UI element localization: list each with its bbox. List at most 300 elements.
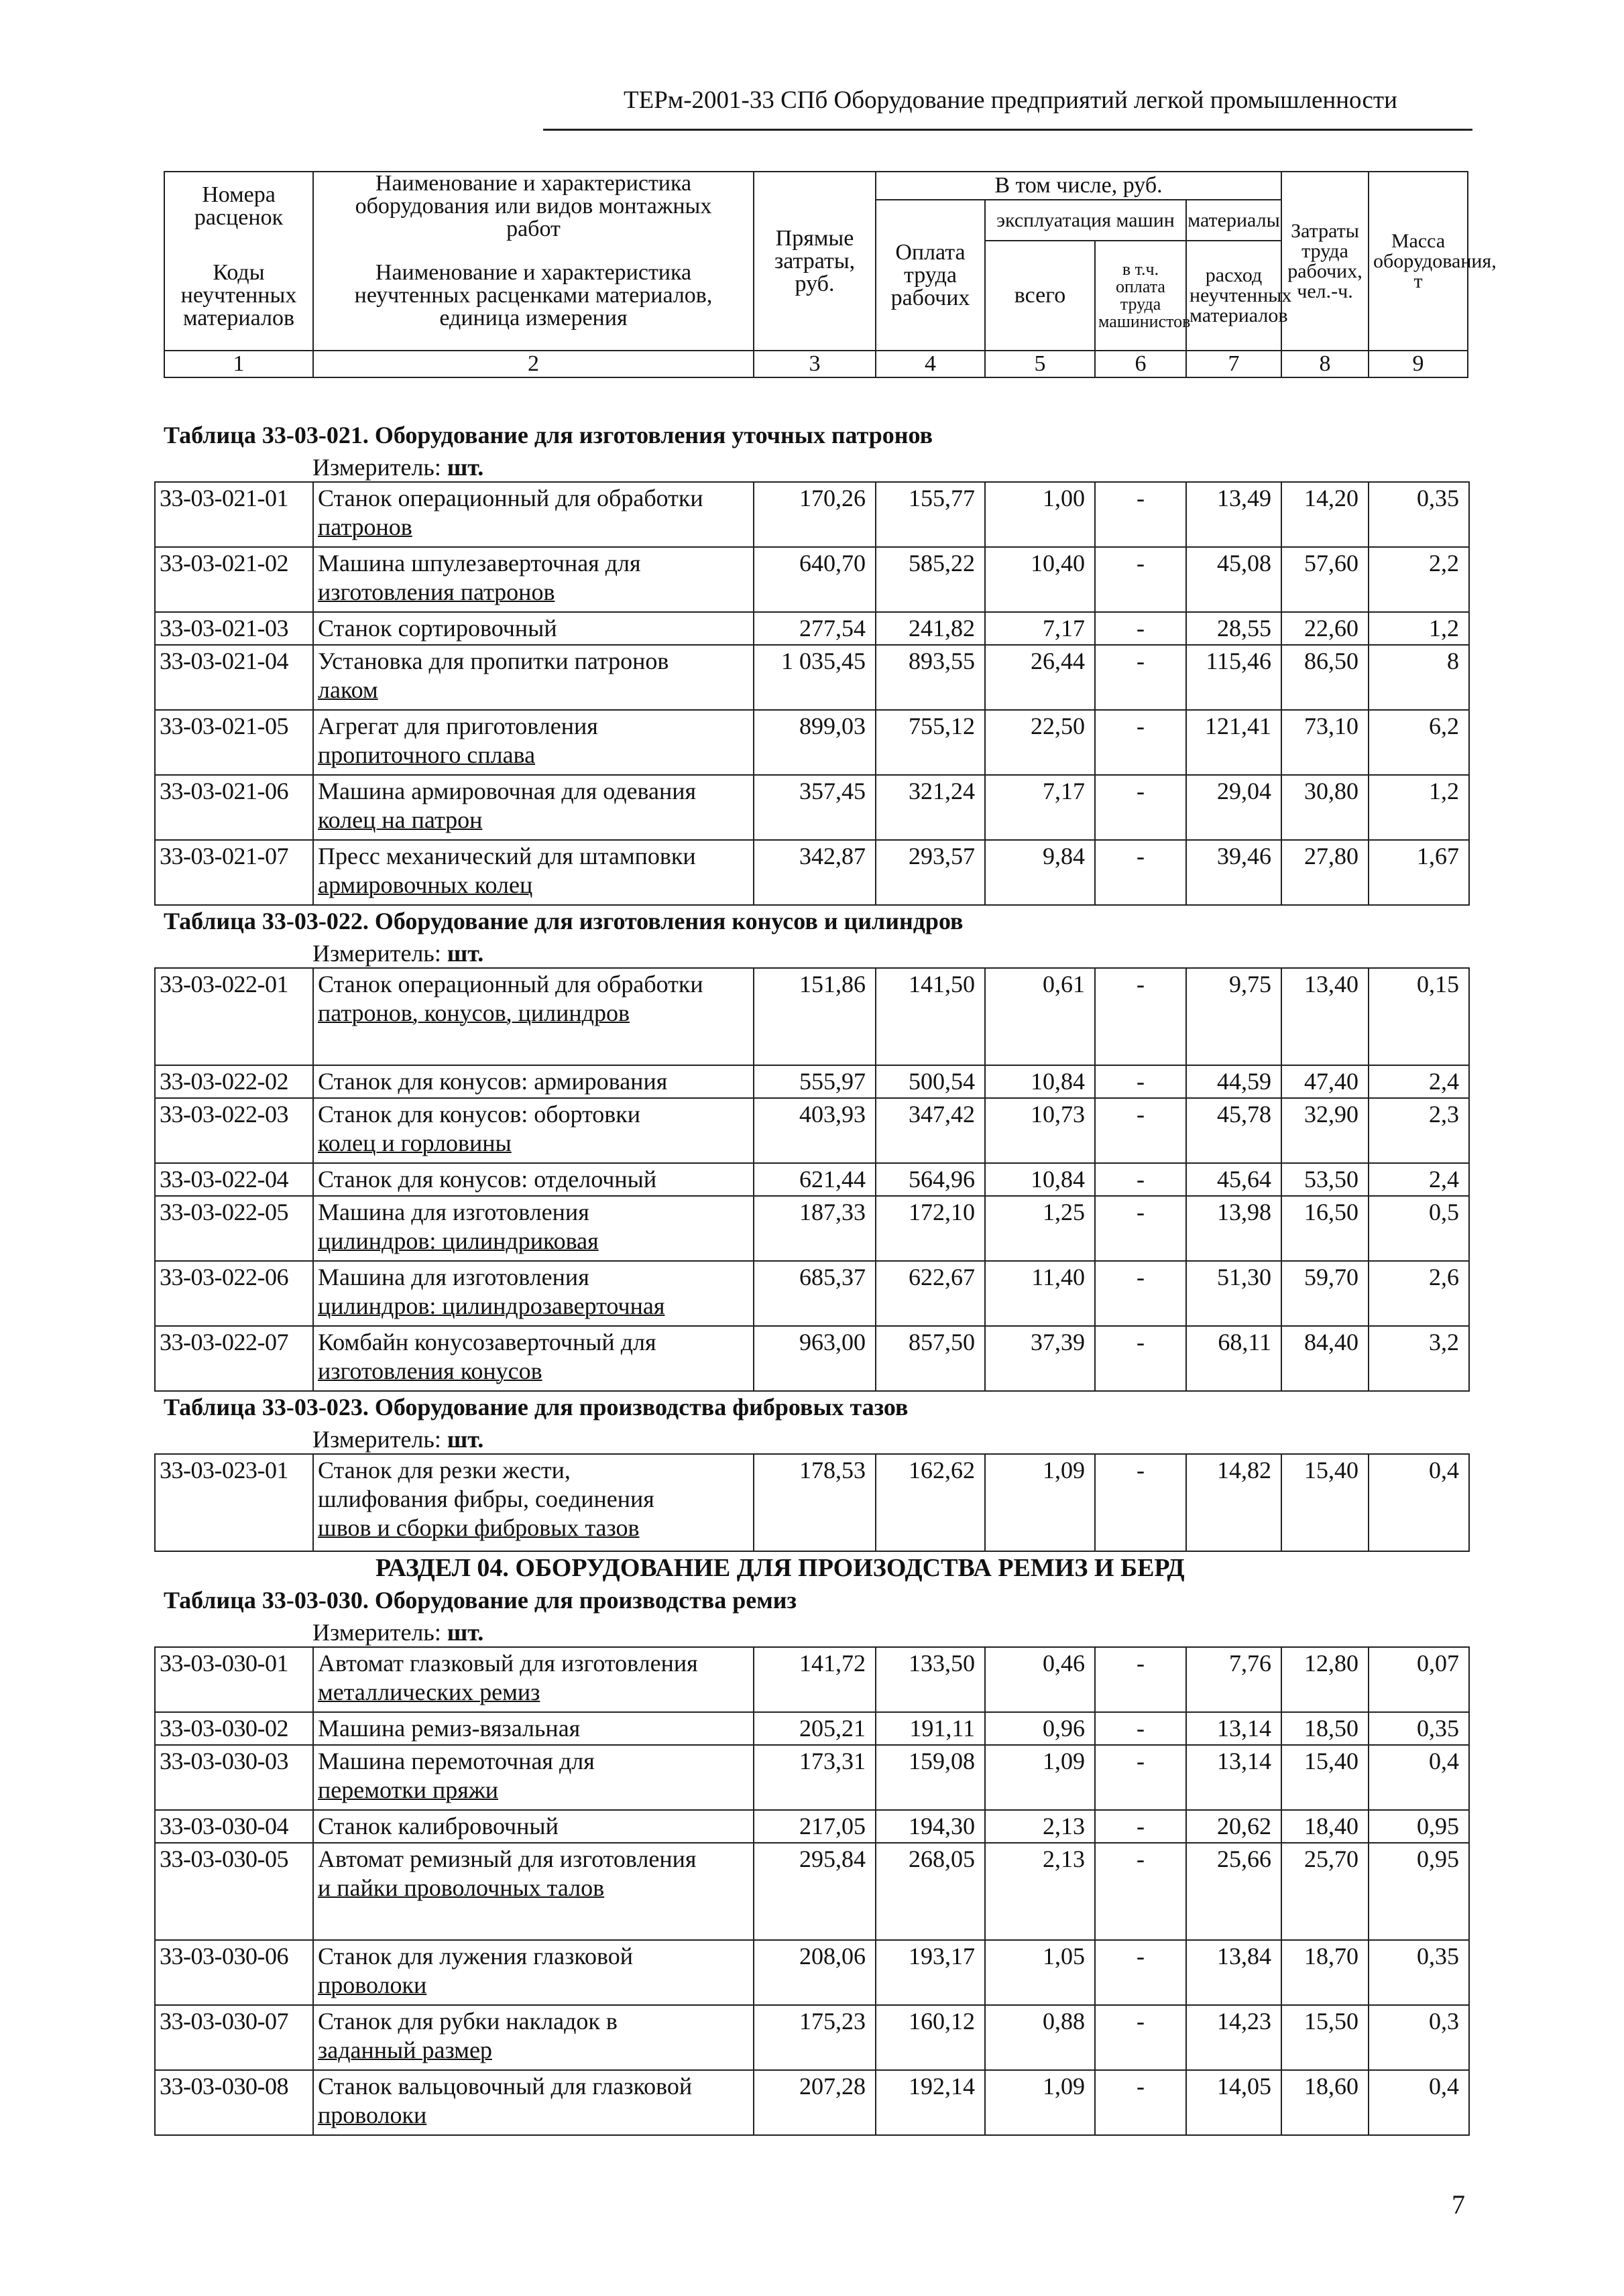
machine-cost: 37,39 <box>985 1326 1095 1391</box>
labor-hours: 15,50 <box>1281 2005 1369 2070</box>
table-row <box>155 1940 1469 2005</box>
equipment-name-line: патронов <box>318 513 412 540</box>
rate-code: 33-03-021-01 <box>155 482 313 547</box>
material-cost: 45,64 <box>1186 1163 1281 1196</box>
table-row <box>155 612 1469 645</box>
material-cost: 13,98 <box>1186 1196 1281 1261</box>
machine-cost: 0,46 <box>985 1647 1095 1712</box>
equipment-name <box>313 1712 754 1745</box>
rate-code: 33-03-021-05 <box>155 710 313 775</box>
material-cost: 13,14 <box>1186 1745 1281 1810</box>
rate-code: 33-03-030-02 <box>155 1712 313 1745</box>
equipment-name <box>313 1163 754 1196</box>
equipment-name <box>313 1196 754 1261</box>
unit-label <box>312 453 483 481</box>
data-table <box>154 967 1470 1392</box>
header-oplata: Оплата труда рабочих <box>876 200 985 351</box>
machine-cost: 0,96 <box>985 1712 1095 1745</box>
equipment-name-line: Станок для конусов: обортовки <box>318 1101 641 1128</box>
direct-cost: 205,21 <box>754 1712 876 1745</box>
labor-cost: 857,50 <box>876 1326 985 1391</box>
header-vsego: всего <box>985 241 1095 351</box>
rate-code: 33-03-021-04 <box>155 645 313 710</box>
equipment-name-line: шлифования фибры, соединения <box>318 1485 654 1512</box>
table-row <box>155 710 1469 775</box>
equipment-name <box>313 1065 754 1098</box>
operator-cost: - <box>1095 612 1186 645</box>
equipment-name-line: Комбайн конусозаверточный для <box>318 1329 656 1355</box>
equipment-name <box>313 1810 754 1843</box>
rate-code: 33-03-030-01 <box>155 1647 313 1712</box>
header-massa: Масса оборудования, т <box>1369 172 1468 351</box>
header-materialy: материалы <box>1186 200 1281 241</box>
mass: 2,4 <box>1369 1065 1469 1098</box>
operator-cost: - <box>1095 2070 1186 2135</box>
header-nomera: Номера расценок <box>164 172 313 241</box>
material-cost: 14,23 <box>1186 2005 1281 2070</box>
direct-cost: 141,72 <box>754 1647 876 1712</box>
header-naimenovanie: Наименование и характеристика оборудования или видов монтажных работ <box>313 172 754 241</box>
operator-cost: - <box>1095 775 1186 840</box>
labor-cost: 191,11 <box>876 1712 985 1745</box>
labor-hours: 27,80 <box>1281 840 1369 905</box>
direct-cost: 1 035,45 <box>754 645 876 710</box>
equipment-name-line: колец на патрон <box>318 806 483 833</box>
labor-cost: 241,82 <box>876 612 985 645</box>
operator-cost: - <box>1095 840 1186 905</box>
labor-hours: 22,60 <box>1281 612 1369 645</box>
equipment-name-line: Станок для рубки накладок в <box>318 2008 618 2035</box>
header-v-tom-chisle: В том числе, руб. <box>876 172 1281 200</box>
header-vtch: в т.ч. оплата труда машинистов <box>1095 241 1186 351</box>
table-row <box>155 482 1469 547</box>
equipment-name-line: перемотки пряжи <box>318 1776 498 1803</box>
machine-cost: 1,25 <box>985 1196 1095 1261</box>
labor-cost: 321,24 <box>876 775 985 840</box>
rate-code: 33-03-022-04 <box>155 1163 313 1196</box>
equipment-name <box>313 1326 754 1391</box>
table-row <box>155 1810 1469 1843</box>
equipment-name-line: Станок вальцовочный для глазковой <box>318 2073 693 2100</box>
equipment-name <box>313 775 754 840</box>
table-row <box>155 1196 1469 1261</box>
labor-cost: 133,50 <box>876 1647 985 1712</box>
rate-code: 33-03-022-07 <box>155 1326 313 1391</box>
material-cost: 39,46 <box>1186 840 1281 905</box>
equipment-name-line: Машина для изготовления <box>318 1264 589 1290</box>
material-cost: 14,05 <box>1186 2070 1281 2135</box>
data-table <box>154 1453 1470 1552</box>
direct-cost: 640,70 <box>754 547 876 612</box>
running-header: ТЕРм-2001-33 СПб Оборудование предприятий легкой промышленности <box>624 86 1397 114</box>
rate-code: 33-03-030-07 <box>155 2005 313 2070</box>
mass: 2,2 <box>1369 547 1469 612</box>
rate-code: 33-03-022-02 <box>155 1065 313 1098</box>
equipment-name-line: изготовления конусов <box>318 1357 542 1384</box>
equipment-name-line: Станок для резки жести, <box>318 1457 571 1484</box>
colnum-5: 5 <box>985 351 1095 377</box>
machine-cost: 7,17 <box>985 612 1095 645</box>
operator-cost: - <box>1095 1065 1186 1098</box>
labor-hours: 12,80 <box>1281 1647 1369 1712</box>
data-table <box>154 1646 1470 2136</box>
equipment-name-line: колец и горловины <box>318 1129 512 1156</box>
table-title: Таблица 33-03-030. Оборудование для производства ремиз <box>164 1587 797 1614</box>
direct-cost: 173,31 <box>754 1745 876 1810</box>
rate-code: 33-03-022-03 <box>155 1098 313 1163</box>
machine-cost: 10,73 <box>985 1098 1095 1163</box>
rate-code: 33-03-021-06 <box>155 775 313 840</box>
labor-hours: 18,60 <box>1281 2070 1369 2135</box>
material-cost: 13,84 <box>1186 1940 1281 2005</box>
labor-hours: 47,40 <box>1281 1065 1369 1098</box>
equipment-name <box>313 710 754 775</box>
operator-cost: - <box>1095 1843 1186 1940</box>
table-row <box>155 547 1469 612</box>
table-row <box>155 1326 1469 1391</box>
mass: 6,2 <box>1369 710 1469 775</box>
unit-label <box>312 1618 483 1646</box>
equipment-name-line: Станок операционный для обработки <box>318 485 703 511</box>
table-row <box>155 1065 1469 1098</box>
operator-cost: - <box>1095 968 1186 1065</box>
rate-code: 33-03-021-07 <box>155 840 313 905</box>
equipment-name-line: Станок операционный для обработки <box>318 971 703 998</box>
labor-cost: 159,08 <box>876 1745 985 1810</box>
direct-cost: 208,06 <box>754 1940 876 2005</box>
mass: 0,5 <box>1369 1196 1469 1261</box>
operator-cost: - <box>1095 1712 1186 1745</box>
rate-code: 33-03-021-03 <box>155 612 313 645</box>
material-cost: 45,78 <box>1186 1098 1281 1163</box>
direct-cost: 295,84 <box>754 1843 876 1940</box>
mass: 0,35 <box>1369 482 1469 547</box>
labor-hours: 16,50 <box>1281 1196 1369 1261</box>
equipment-name-line: швов и сборки фибровых тазов <box>318 1514 640 1541</box>
unit-label-text: Измеритель: <box>312 940 441 967</box>
header-ekspluatatsiya: эксплуатация машин <box>985 200 1186 241</box>
equipment-name <box>313 547 754 612</box>
labor-hours: 18,40 <box>1281 1810 1369 1843</box>
labor-hours: 57,60 <box>1281 547 1369 612</box>
labor-cost: 194,30 <box>876 1810 985 1843</box>
equipment-name-line: изготовления патронов <box>318 578 555 605</box>
operator-cost: - <box>1095 1745 1186 1810</box>
colnum-4: 4 <box>876 351 985 377</box>
equipment-name-line: Установка для пропитки патронов <box>318 648 669 674</box>
colnum-7: 7 <box>1186 351 1281 377</box>
operator-cost: - <box>1095 1810 1186 1843</box>
equipment-name-line: Станок сортировочный <box>318 615 557 642</box>
mass: 1,67 <box>1369 840 1469 905</box>
mass: 0,15 <box>1369 968 1469 1065</box>
labor-hours: 15,40 <box>1281 1745 1369 1810</box>
mass: 0,07 <box>1369 1647 1469 1712</box>
equipment-name-line: Пресс механический для штамповки <box>318 843 696 869</box>
equipment-name-line: армировочных колец <box>318 871 533 898</box>
direct-cost: 217,05 <box>754 1810 876 1843</box>
equipment-name-line: Автомат ремизный для изготовления <box>318 1846 697 1872</box>
equipment-name-line: и пайки проволочных талов <box>318 1874 605 1901</box>
equipment-name-line: Станок калибровочный <box>318 1813 559 1839</box>
equipment-name-line: проволоки <box>318 1971 427 1998</box>
equipment-name-line: цилиндров: цилиндриковая <box>318 1227 599 1254</box>
machine-cost: 1,09 <box>985 2070 1095 2135</box>
machine-cost: 10,84 <box>985 1065 1095 1098</box>
equipment-name-line: Автомат глазковый для изготовления <box>318 1650 698 1677</box>
mass: 0,4 <box>1369 1454 1469 1551</box>
mass: 0,35 <box>1369 1940 1469 2005</box>
direct-cost: 357,45 <box>754 775 876 840</box>
material-cost: 51,30 <box>1186 1261 1281 1326</box>
mass: 0,3 <box>1369 2005 1469 2070</box>
direct-cost: 178,53 <box>754 1454 876 1551</box>
direct-cost: 963,00 <box>754 1326 876 1391</box>
operator-cost: - <box>1095 645 1186 710</box>
table-row <box>155 2070 1469 2135</box>
colnum-6: 6 <box>1095 351 1186 377</box>
operator-cost: - <box>1095 1326 1186 1391</box>
labor-cost: 162,62 <box>876 1454 985 1551</box>
machine-cost: 26,44 <box>985 645 1095 710</box>
mass: 2,6 <box>1369 1261 1469 1326</box>
mass: 2,4 <box>1369 1163 1469 1196</box>
labor-cost: 160,12 <box>876 2005 985 2070</box>
table-row <box>155 1163 1469 1196</box>
equipment-name <box>313 840 754 905</box>
machine-cost: 0,88 <box>985 2005 1095 2070</box>
mass: 0,4 <box>1369 2070 1469 2135</box>
labor-hours: 15,40 <box>1281 1454 1369 1551</box>
equipment-name <box>313 1843 754 1940</box>
labor-cost: 155,77 <box>876 482 985 547</box>
table-row <box>155 968 1469 1065</box>
table-row <box>155 1454 1469 1551</box>
direct-cost: 555,97 <box>754 1065 876 1098</box>
mass: 0,95 <box>1369 1843 1469 1940</box>
rate-code: 33-03-030-04 <box>155 1810 313 1843</box>
operator-cost: - <box>1095 547 1186 612</box>
labor-cost: 893,55 <box>876 645 985 710</box>
rate-code: 33-03-030-03 <box>155 1745 313 1810</box>
equipment-name-line: Станок для конусов: отделочный <box>318 1166 657 1193</box>
header-zatraty: Затраты труда рабочих, чел.-ч. <box>1281 172 1369 351</box>
operator-cost: - <box>1095 1196 1186 1261</box>
header-pryamye: Прямые затраты, руб. <box>754 172 876 351</box>
colnum-8: 8 <box>1281 351 1369 377</box>
rate-code: 33-03-030-08 <box>155 2070 313 2135</box>
labor-cost: 268,05 <box>876 1843 985 1940</box>
equipment-name-line: заданный размер <box>318 2036 492 2063</box>
operator-cost: - <box>1095 482 1186 547</box>
equipment-name-line: лаком <box>318 676 378 703</box>
machine-cost: 1,00 <box>985 482 1095 547</box>
table-row <box>155 775 1469 840</box>
table-row <box>155 1647 1469 1712</box>
rate-code: 33-03-030-06 <box>155 1940 313 2005</box>
direct-cost: 403,93 <box>754 1098 876 1163</box>
labor-hours: 14,20 <box>1281 482 1369 547</box>
labor-cost: 500,54 <box>876 1065 985 1098</box>
unit-label-text: Измеритель: <box>312 454 441 481</box>
equipment-name <box>313 1098 754 1163</box>
material-cost: 44,59 <box>1186 1065 1281 1098</box>
equipment-name-line: Станок для лужения глазковой <box>318 1943 634 1970</box>
colnum-2: 2 <box>313 351 754 377</box>
machine-cost: 1,09 <box>985 1454 1095 1551</box>
labor-cost: 192,14 <box>876 2070 985 2135</box>
direct-cost: 207,28 <box>754 2070 876 2135</box>
rate-code: 33-03-021-02 <box>155 547 313 612</box>
unit-label-text: Измеритель: <box>312 1619 441 1646</box>
equipment-name <box>313 1745 754 1810</box>
unit-value: шт. <box>447 1619 484 1646</box>
data-table <box>154 481 1470 906</box>
equipment-name-line: цилиндров: цилиндрозаверточная <box>318 1292 665 1319</box>
equipment-name-line: Машина для изготовления <box>318 1199 589 1225</box>
rate-code: 33-03-023-01 <box>155 1454 313 1551</box>
machine-cost: 2,13 <box>985 1810 1095 1843</box>
labor-cost: 172,10 <box>876 1196 985 1261</box>
machine-cost: 1,09 <box>985 1745 1095 1810</box>
equipment-name <box>313 2005 754 2070</box>
table-row <box>155 2005 1469 2070</box>
labor-cost: 141,50 <box>876 968 985 1065</box>
operator-cost: - <box>1095 1163 1186 1196</box>
material-cost: 13,14 <box>1186 1712 1281 1745</box>
section-title: РАЗДЕЛ 04. ОБОРУДОВАНИЕ ДЛЯ ПРОИЗОДСТВА РЕМИЗ И БЕРД <box>375 1554 1185 1582</box>
machine-cost: 1,05 <box>985 1940 1095 2005</box>
header-naimenovanie-2: Наименование и характеристика неучтенных расценками материалов, единица измерения <box>313 241 754 351</box>
equipment-name-line: Машина шпулезаверточная для <box>318 550 641 577</box>
colnum-9: 9 <box>1369 351 1468 377</box>
material-cost: 13,49 <box>1186 482 1281 547</box>
labor-cost: 755,12 <box>876 710 985 775</box>
equipment-name <box>313 482 754 547</box>
labor-hours: 53,50 <box>1281 1163 1369 1196</box>
labor-cost: 585,22 <box>876 547 985 612</box>
equipment-name-line: Машина армировочная для одевания <box>318 778 697 804</box>
mass: 8 <box>1369 645 1469 710</box>
mass: 1,2 <box>1369 775 1469 840</box>
table-row <box>155 1712 1469 1745</box>
material-cost: 9,75 <box>1186 968 1281 1065</box>
labor-hours: 32,90 <box>1281 1098 1369 1163</box>
labor-cost: 293,57 <box>876 840 985 905</box>
rate-code: 33-03-022-06 <box>155 1261 313 1326</box>
operator-cost: - <box>1095 1940 1186 2005</box>
rate-code: 33-03-022-05 <box>155 1196 313 1261</box>
machine-cost: 10,40 <box>985 547 1095 612</box>
material-cost: 45,08 <box>1186 547 1281 612</box>
direct-cost: 621,44 <box>754 1163 876 1196</box>
labor-hours: 84,40 <box>1281 1326 1369 1391</box>
operator-cost: - <box>1095 710 1186 775</box>
table-title: Таблица 33-03-022. Оборудование для изготовления конусов и цилиндров <box>164 908 964 934</box>
table-row <box>155 1098 1469 1163</box>
colnum-1: 1 <box>164 351 313 377</box>
equipment-name-line: Станок для конусов: армирования <box>318 1068 668 1095</box>
material-cost: 14,82 <box>1186 1454 1281 1551</box>
material-cost: 7,76 <box>1186 1647 1281 1712</box>
labor-cost: 347,42 <box>876 1098 985 1163</box>
machine-cost: 2,13 <box>985 1843 1095 1940</box>
table-row <box>155 1261 1469 1326</box>
unit-value: шт. <box>447 1426 484 1453</box>
table-row <box>155 1843 1469 1940</box>
labor-hours: 18,50 <box>1281 1712 1369 1745</box>
mass: 2,3 <box>1369 1098 1469 1163</box>
equipment-name-line: Машина ремиз-вязальная <box>318 1715 581 1742</box>
labor-hours: 86,50 <box>1281 645 1369 710</box>
rate-code: 33-03-030-05 <box>155 1843 313 1940</box>
operator-cost: - <box>1095 1454 1186 1551</box>
equipment-name <box>313 1454 754 1551</box>
header-rule <box>543 129 1472 131</box>
direct-cost: 151,86 <box>754 968 876 1065</box>
labor-cost: 622,67 <box>876 1261 985 1326</box>
equipment-name <box>313 645 754 710</box>
table-row <box>155 840 1469 905</box>
direct-cost: 170,26 <box>754 482 876 547</box>
operator-cost: - <box>1095 1261 1186 1326</box>
rate-code: 33-03-022-01 <box>155 968 313 1065</box>
material-cost: 25,66 <box>1186 1843 1281 1940</box>
mass: 0,4 <box>1369 1745 1469 1810</box>
direct-cost: 175,23 <box>754 2005 876 2070</box>
column-header-table <box>164 171 1497 378</box>
material-cost: 68,11 <box>1186 1326 1281 1391</box>
header-kody: Коды неучтенных материалов <box>164 241 313 351</box>
machine-cost: 9,84 <box>985 840 1095 905</box>
labor-hours: 13,40 <box>1281 968 1369 1065</box>
unit-label <box>312 939 483 967</box>
operator-cost: - <box>1095 1098 1186 1163</box>
table-row <box>155 1745 1469 1810</box>
equipment-name <box>313 1261 754 1326</box>
mass: 3,2 <box>1369 1326 1469 1391</box>
material-cost: 20,62 <box>1186 1810 1281 1843</box>
page-number: 7 <box>1452 2189 1465 2220</box>
labor-hours: 18,70 <box>1281 1940 1369 2005</box>
table-row <box>155 645 1469 710</box>
operator-cost: - <box>1095 1647 1186 1712</box>
labor-hours: 73,10 <box>1281 710 1369 775</box>
equipment-name-line: патронов, конусов, цилиндров <box>318 999 630 1026</box>
direct-cost: 685,37 <box>754 1261 876 1326</box>
machine-cost: 10,84 <box>985 1163 1095 1196</box>
labor-hours: 25,70 <box>1281 1843 1369 1940</box>
equipment-name-line: металлических ремиз <box>318 1678 540 1705</box>
header-raskhod: расход неучтенных материалов <box>1186 241 1281 351</box>
direct-cost: 342,87 <box>754 840 876 905</box>
unit-value: шт. <box>447 454 484 481</box>
unit-value: шт. <box>447 940 484 967</box>
material-cost: 115,46 <box>1186 645 1281 710</box>
operator-cost: - <box>1095 2005 1186 2070</box>
equipment-name <box>313 1940 754 2005</box>
colnum-3: 3 <box>754 351 876 377</box>
unit-label <box>312 1425 483 1453</box>
machine-cost: 22,50 <box>985 710 1095 775</box>
equipment-name-line: Агрегат для приготовления <box>318 713 598 739</box>
material-cost: 29,04 <box>1186 775 1281 840</box>
material-cost: 121,41 <box>1186 710 1281 775</box>
equipment-name <box>313 1647 754 1712</box>
equipment-name-line: пропиточного сплава <box>318 741 536 768</box>
machine-cost: 7,17 <box>985 775 1095 840</box>
mass: 1,2 <box>1369 612 1469 645</box>
